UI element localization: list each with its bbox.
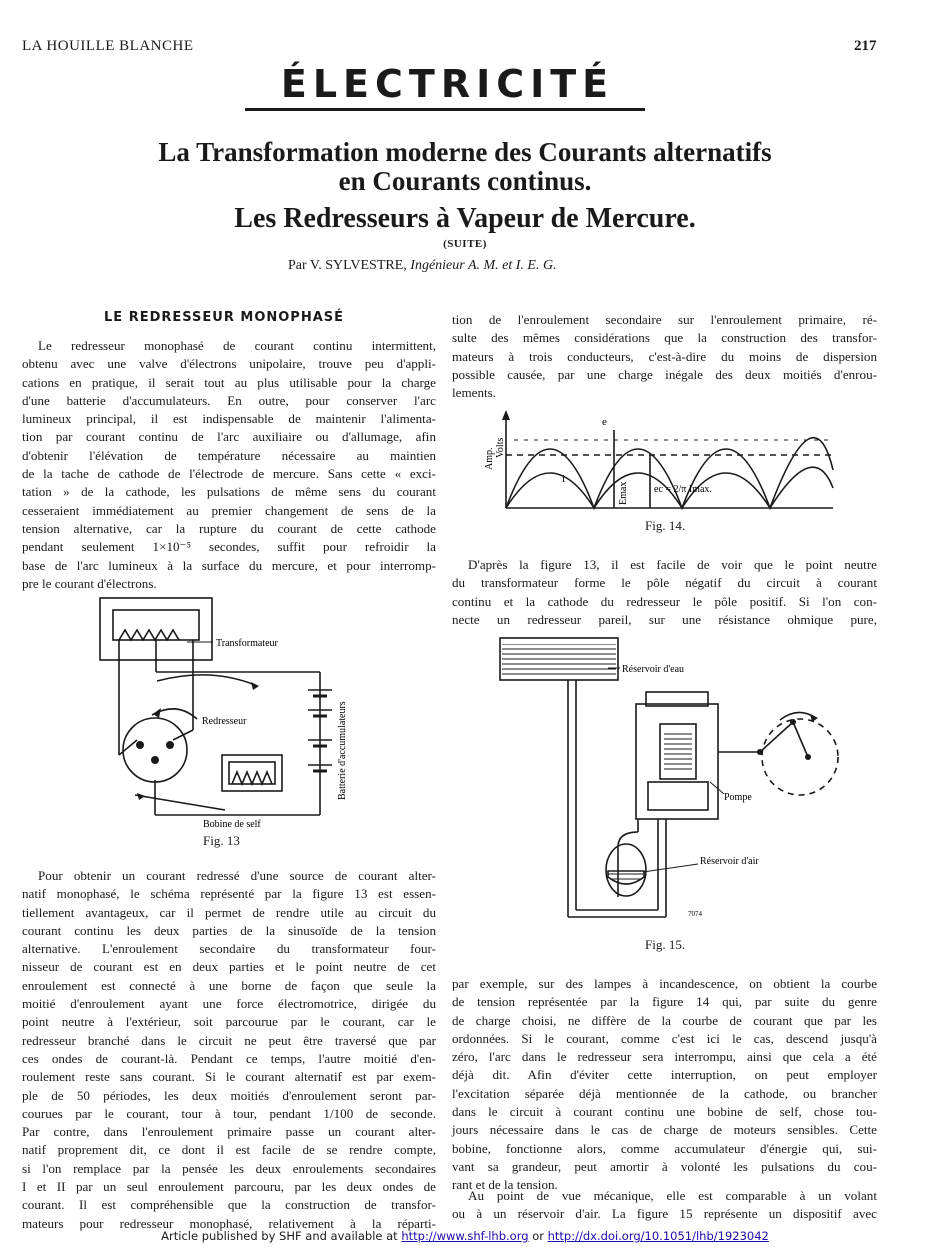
text-line: Pour obtenir un courant redressé d'une source de courant alter-	[38, 868, 436, 883]
text-line: Par contre, dans l'enroulement primaire passe un courant alter-	[22, 1124, 436, 1140]
text-line: obtenu avec une valve d'électrons unipolaire, trouve peu d'appli-	[22, 356, 436, 372]
text-line: dans le circuit à courant continu une bobine de self, chose tou-	[452, 1104, 877, 1120]
right-paragraph-mid	[452, 556, 877, 629]
label-e: e	[602, 416, 607, 428]
text-line: de tension représentée par la figure 14 qui, par suite du genre	[452, 994, 877, 1010]
text-line: si l'on remplace par la pensée les deux enroulements secondaires	[22, 1160, 436, 1176]
label-volts: Volts	[495, 437, 506, 458]
text-line: Le redresseur monophasé de courant continu intermittent,	[38, 338, 436, 353]
flywheel	[762, 719, 838, 795]
left-paragraph-1	[22, 337, 436, 593]
text-line: tation » de la cathode, les pulsations de même sens du courant	[22, 484, 436, 500]
footer-prefix: Article published by SHF and available at	[161, 1229, 398, 1243]
label-plate-number: 7074	[688, 910, 702, 918]
text-line: tion de l'enroulement secondaire sur l'enroulement primaire, ré-	[452, 312, 877, 327]
text-line: lements.	[452, 385, 496, 401]
text-line: déjà dit. Afin d'éviter cette interruption, on peut employer	[452, 1067, 877, 1083]
figure-14-waveform	[478, 410, 838, 515]
text-line: de charge choisi, ne diffère de la courbe de courant que par les	[452, 1012, 877, 1028]
article-title-line2: en Courants continus.	[338, 166, 592, 196]
text-line: tiellement avantageux, car il permet de rendre utile au circuit du	[22, 904, 436, 920]
byline-role: Ingénieur A. M. et I. E. G.	[410, 258, 557, 273]
journal-name-first: LA	[22, 38, 43, 54]
transformer-winding	[119, 630, 179, 640]
text-line: nisseur de courant est en deux parties et le point neutre de cet	[22, 959, 436, 975]
text-line: tension alternative, car la rupture du courant de cette cathode	[22, 520, 436, 536]
text-line: pendant seulement 1×10⁻⁵ secondes, suffit pour refroidir la	[22, 539, 436, 555]
label-formula: ec = 2/π Imax.	[654, 484, 712, 495]
text-line: ces ondes de courant-là. Pendant ce temps, l'autre moitié d'en-	[22, 1050, 436, 1066]
byline	[288, 258, 557, 274]
article-title-line1: La Transformation moderne des Courants alternatifs	[158, 137, 772, 167]
label-transformer: Transformateur	[216, 638, 278, 649]
label-battery: Batterie d'accumulateurs	[337, 701, 348, 800]
text-line: jours nécessaire dans le cas de charge de moteurs sensibles. Cette	[452, 1122, 877, 1138]
text-line: base de l'arc lumineux à la surface du mercure, et pour interromp-	[22, 557, 436, 573]
caption-fig13: Fig. 13	[203, 833, 240, 848]
page-number: 217	[854, 38, 877, 54]
footer-link-shf[interactable]: http://www.shf-lhb.org	[401, 1229, 529, 1243]
text-line: courant continu les deux parties de la sinusoïde de la tension	[22, 922, 436, 938]
text-line: moitié d'enroulement ayant une force électromotrice, dirigée du	[22, 996, 436, 1012]
text-line: enroulement est connecté à une borne de façon que seule la	[22, 977, 436, 993]
right-paragraph-last	[452, 1187, 877, 1224]
text-line: zéro, l'arc dans le redresseur sera interrompu, ainsi que cela a été	[452, 1049, 877, 1065]
text-line: alternative. L'enroulement secondaire du transformateur four-	[22, 941, 436, 957]
journal-name-rest: HOUILLE BLANCHE	[46, 38, 194, 54]
label-rectifier: Redresseur	[202, 716, 247, 727]
text-line: ordonnées. Si le courant, comme c'est ici le cas, descend jusqu'à	[452, 1030, 877, 1046]
caption-fig14: Fig. 14.	[645, 518, 686, 533]
article-subtitle: Les Redresseurs à Vapeur de Mercure.	[234, 203, 696, 234]
text-line: bobine, fonctionne alors, comme accumulateur d'énergie qui, sui-	[452, 1140, 877, 1156]
section-heading: ÉLECTRICITÉ	[280, 62, 615, 106]
text-line: possible causée, par une charge inégale des deux moitiés d'enrou-	[452, 366, 877, 382]
text-line: tion par courant continu de l'arc auxiliaire ou d'allumage, afin	[22, 429, 436, 445]
label-water-reservoir: Réservoir d'eau	[622, 664, 685, 675]
text-line: mateurs à trois conducteurs, c'est-à-dire du moins de dispersion	[452, 348, 877, 364]
text-line: par exemple, sur des lampes à incandescence, on obtient la courbe	[452, 976, 877, 991]
text-line: continu et la cathode du redresseur le pôle positif. Si l'on con-	[452, 593, 877, 609]
figure-13-circuit	[95, 590, 360, 830]
suite-label: (SUITE)	[443, 238, 487, 250]
label-air-reservoir: Réservoir d'air	[700, 856, 759, 867]
text-line: natif proprement dit, ce dont il est facile de se rendre compte,	[22, 1142, 436, 1158]
section-rule	[245, 108, 645, 111]
text-line: redresseur branché dans le circuit ne peut être traversé que par	[22, 1032, 436, 1048]
label-coil: Bobine de self	[203, 819, 261, 830]
text-line: roulement reste sans courant. Si le courant alternatif est par exem-	[22, 1069, 436, 1085]
air-reservoir	[606, 844, 646, 896]
text-line: natif monophasé, le schéma représenté par la figure 13 est essen-	[22, 886, 436, 902]
text-line: courues par le courant, tour à tour, pendant 1/100 de seconde.	[22, 1105, 436, 1121]
text-line: courant. Il est compréhensible que la construction de transfor-	[22, 1197, 436, 1213]
text-line: mateurs pour redresseur monophasé, relativement à la réparti-	[22, 1215, 436, 1231]
footer-link-doi[interactable]: http://dx.doi.org/10.1051/lhb/1923042	[547, 1229, 769, 1243]
right-paragraph-top	[452, 311, 877, 402]
text-line: vant sa grandeur, peut amortir à volonté les pulsations du cou-	[452, 1158, 877, 1174]
text-line: cesseraient immédiatement au premier changement de sens de la	[22, 502, 436, 518]
text-line: sulte des mêmes considérations que la construction des transfor-	[452, 330, 877, 346]
footer	[0, 1229, 930, 1243]
text-line: d'une batterie d'accumulateurs. En outre, pour conserver l'arc	[22, 392, 436, 408]
label-amp: Amp.	[484, 447, 495, 470]
text-line: point neutre à l'extérieur, soit parcourue par le courant, car le	[22, 1014, 436, 1030]
text-line: rant et de la tension.	[452, 1177, 558, 1193]
footer-or: or	[532, 1229, 544, 1243]
text-line: ou à un réservoir d'air. La figure 15 représente un dispositif avec	[452, 1206, 877, 1222]
label-emax: Emax	[618, 481, 629, 505]
subheading: LE REDRESSEUR MONOPHASÉ	[104, 310, 345, 325]
text-line: du transformateur forme le pôle négatif du circuit à courant	[452, 575, 877, 591]
text-line: ple de 50 périodes, les deux moitiés d'enroulement seront par-	[22, 1087, 436, 1103]
transformer-core	[113, 610, 199, 640]
label-i: i	[562, 473, 566, 485]
figure-15-device	[488, 632, 843, 932]
text-line: pre le courant d'électrons.	[22, 575, 157, 591]
label-pump: Pompe	[724, 792, 752, 803]
byline-author: Par V. SYLVESTRE,	[288, 258, 407, 273]
text-line: Au point de vue mécanique, elle est comparable à un volant	[468, 1188, 877, 1203]
journal-name	[22, 38, 194, 55]
left-paragraph-2	[22, 867, 436, 1233]
text-line: lumineux principal, il est indispensable de maintenir l'alimenta-	[22, 411, 436, 427]
text-line: de la tache de cathode de l'électrode de mercure. Sans cette « exci-	[22, 466, 436, 482]
text-line: cations en pratique, il serait tout au plus utilisable pour la charge	[22, 374, 436, 390]
right-paragraph-bottom	[452, 975, 877, 1195]
rectifier-bulb	[123, 718, 187, 782]
caption-fig15: Fig. 15.	[645, 937, 686, 952]
text-line: I et II par un seul enroulement parcouru, par les deux ondes de	[22, 1179, 436, 1195]
text-line: d'obtenir l'élévation de température nécessaire au maintien	[22, 447, 436, 463]
text-line: l'excitation séparée déjà mentionnée de la cathode, ou brancher	[452, 1085, 877, 1101]
text-line: necte un redresseur pareil, sur une résistance ohmique pure,	[452, 611, 877, 627]
text-line: D'après la figure 13, il est facile de voir que le point neutre	[468, 557, 877, 572]
